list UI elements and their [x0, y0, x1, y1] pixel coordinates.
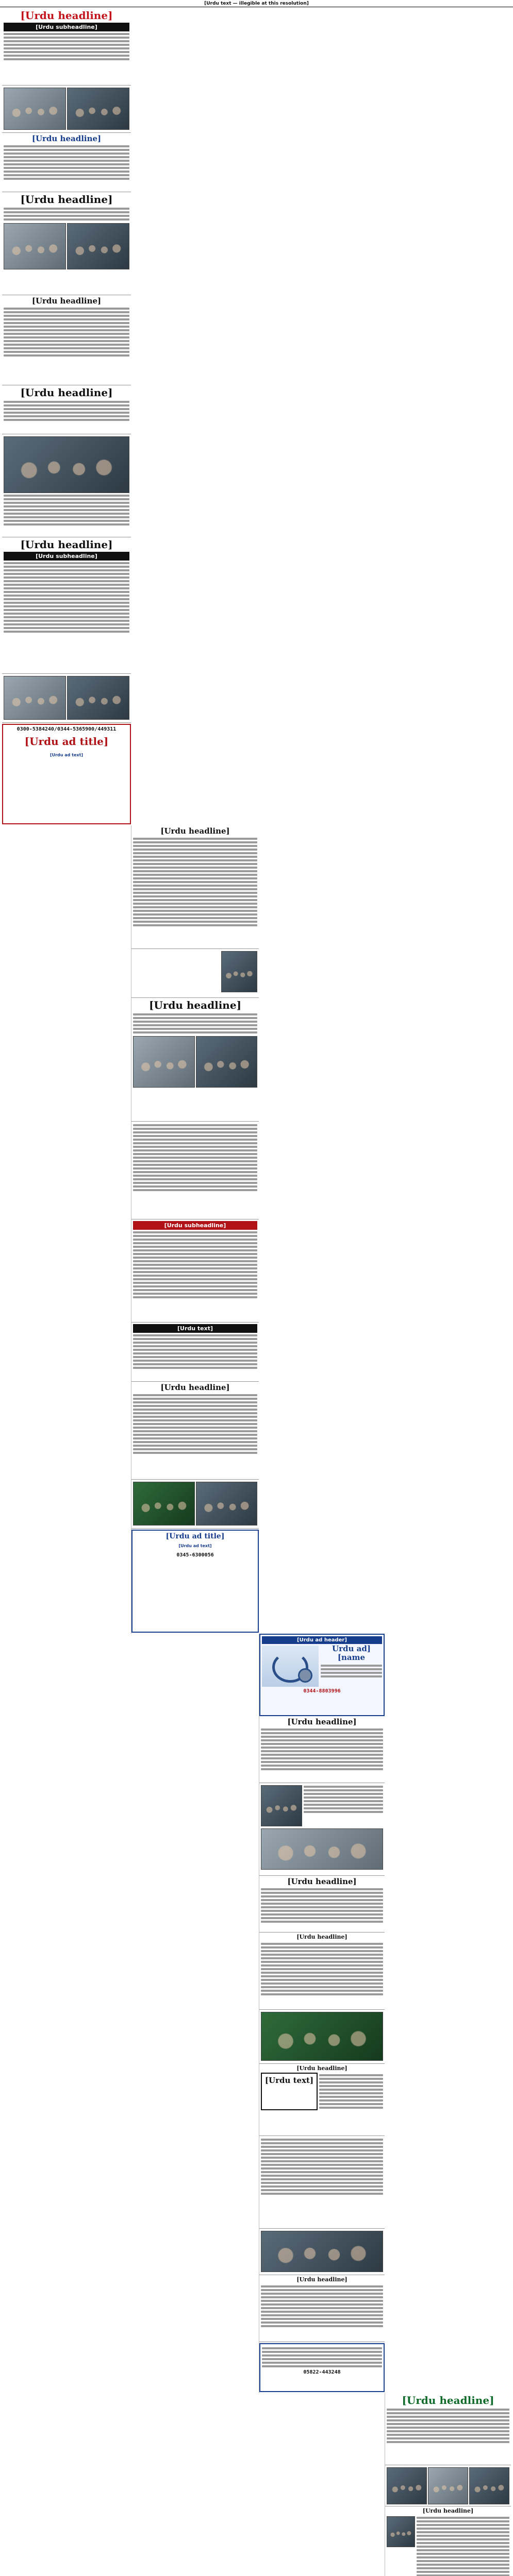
story-5 [2, 385, 131, 434]
story-3 [2, 192, 131, 295]
doctor-ad-header: [Urdu ad header] [262, 1636, 382, 1644]
story-headline: [Urdu headline] [20, 386, 113, 399]
story-a2 [385, 2506, 511, 2576]
karachi-box [131, 1323, 259, 1382]
news-photo [261, 2231, 383, 2272]
news-photo [261, 2012, 383, 2061]
news-photo [387, 2467, 427, 2504]
story-b6 [259, 2136, 385, 2229]
story-d1 [131, 825, 259, 949]
photo-b-prayer [259, 2229, 385, 2275]
ad-title: [Urdu ad title] [166, 1532, 225, 1540]
story-b4 [259, 1933, 385, 2010]
story-headline: [Urdu headline] [148, 999, 242, 1011]
column-left [385, 2393, 511, 2576]
story-2 [2, 133, 131, 192]
doctor-phone: 0344-8803996 [303, 1688, 341, 1694]
story-a1 [385, 2393, 511, 2465]
lead-story [2, 8, 131, 86]
story-6 [2, 434, 131, 537]
news-photo [67, 88, 129, 130]
lead-body [4, 33, 129, 60]
news-photo [469, 2467, 509, 2504]
masthead: [Urdu text — illegible at this resolution] [0, 0, 513, 7]
news-photo [4, 436, 129, 493]
ad-title: [Urdu ad title] [24, 735, 109, 748]
news-photo [133, 1482, 195, 1526]
story-headline: [Urdu headline] [160, 1383, 230, 1392]
news-photo [133, 1036, 195, 1088]
portrait-photo [387, 2516, 415, 2547]
news-photo [196, 1482, 258, 1526]
news-photo [4, 88, 66, 130]
story-b1 [259, 1716, 385, 1783]
story-d4 [131, 1219, 259, 1323]
story-headline: [Urdu headline] [20, 193, 113, 206]
story-headline: [Urdu headline] [402, 2394, 494, 2406]
ad-phone: 0345-6300056 [176, 1552, 214, 1558]
story-headline: [Urdu headline] [287, 1877, 357, 1886]
portrait-photo [221, 951, 257, 992]
exam-box-title: [Urdu text] [264, 2075, 314, 2085]
story-headline: [Urdu headline] [296, 2276, 347, 2283]
exam-box [261, 2073, 318, 2110]
story-d3 [131, 1122, 259, 1219]
doctor-name: [Urdu ad name] [332, 1644, 371, 1663]
tailors-ad [131, 1530, 259, 1633]
photo-a1 [385, 2465, 511, 2506]
story-headline: [Urdu headline] [422, 2507, 474, 2514]
news-photo [67, 676, 129, 720]
news-photo [4, 223, 66, 269]
story-headline: [Urdu headline] [296, 1934, 347, 1940]
photo-strip [2, 674, 131, 723]
doctor-ad [259, 1634, 385, 1716]
story-b7 [259, 2275, 385, 2342]
story-b3 [259, 1876, 385, 1933]
news-photo [67, 223, 129, 269]
jewellers-ad [2, 724, 131, 824]
story-4 [2, 295, 131, 385]
story-headline: [Urdu headline] [160, 826, 230, 836]
news-photo [261, 1828, 383, 1870]
news-photo [196, 1036, 258, 1088]
story-headline: [Urdu headline] [287, 1717, 357, 1726]
photo-block-1 [2, 86, 131, 133]
story-headline: [Urdu headline] [31, 134, 102, 143]
photo-b-group [259, 2010, 385, 2064]
ad-subtitle: [Urdu ad text] [49, 753, 84, 757]
story-d2 [131, 998, 259, 1122]
story-d5 [131, 1382, 259, 1480]
column-center-right [131, 825, 259, 1634]
portrait-photo [261, 1785, 302, 1826]
ad-phone: 0300-5384240/0344-5365900/449311 [16, 726, 117, 732]
center-ad [259, 2343, 385, 2392]
story-b5 [259, 2064, 385, 2136]
lead-headline: [Urdu headline] [20, 9, 113, 22]
story-7 [2, 537, 131, 674]
story-headline: [Urdu headline] [20, 538, 113, 551]
photo-portrait [131, 949, 259, 998]
page-grid [2, 8, 511, 2514]
ad-phone: 05822-443248 [303, 2369, 341, 2375]
karachi-box-title: [Urdu text] [133, 1324, 257, 1333]
story-subheadline: [Urdu subheadline] [133, 1221, 257, 1230]
news-photo [428, 2467, 468, 2504]
story-headline: [Urdu headline] [31, 296, 102, 306]
column-center [259, 1634, 385, 2393]
photo-strip-d [131, 1480, 259, 1529]
stethoscope-icon [262, 1646, 319, 1687]
ad-subtitle: [Urdu ad text] [178, 1544, 212, 1548]
lead-subheadline: [Urdu subheadline] [4, 23, 129, 31]
story-subheadline: [Urdu subheadline] [4, 552, 129, 561]
story-headline: [Urdu headline] [296, 2065, 347, 2072]
story-b2 [259, 1783, 385, 1876]
column-right [2, 8, 131, 825]
news-photo [4, 676, 66, 720]
